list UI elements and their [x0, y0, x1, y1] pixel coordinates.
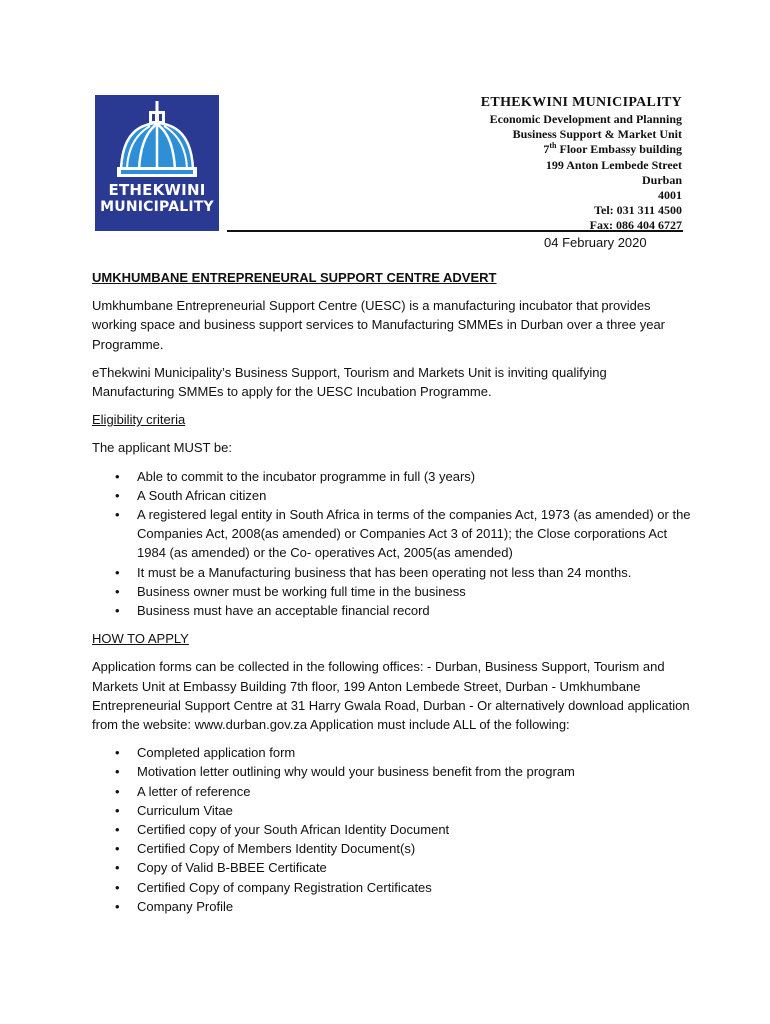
requirements-list: [92, 743, 692, 916]
list-item: • Certified Copy of Members Identity Document(s): [137, 839, 692, 858]
list-item: • Completed application form: [137, 743, 692, 762]
floor-rest: Floor Embassy building: [556, 142, 682, 157]
list-item: • Certified copy of your South African Identity Document: [137, 820, 692, 839]
list-item: • Curriculum Vitae: [137, 801, 692, 820]
street-address: 199 Anton Lembede Street: [545, 157, 682, 172]
department: Economic Development and Planning: [489, 112, 682, 126]
list-item: • Copy of Valid B-BBEE Certificate: [137, 858, 692, 877]
list-item: • Business owner must be working full time in the business: [137, 582, 692, 601]
list-item: • It must be a Manufacturing business that has been operating not less than 24 months.: [137, 563, 692, 582]
logo-text-municipality: MUNICIPALITY: [100, 199, 214, 215]
invite-paragraph: eThekwini Municipality’s Business Support, Tourism and Markets Unit is inviting qualifying Manufacturing SMMEs to apply for the UESC Incubation Programme.: [92, 364, 607, 400]
document-title: UMKHUMBANE ENTREPRENEURAL SUPPORT CENTRE ADVERT: [92, 270, 497, 285]
org-name: ETHEKWINI MUNICIPALITY: [480, 95, 682, 110]
list-item: • Business must have an acceptable financial record: [137, 601, 692, 620]
list-item: • Company Profile: [137, 897, 692, 916]
header-divider: [227, 230, 683, 232]
list-item: • A South African citizen: [137, 486, 692, 505]
letterhead-address: [481, 94, 682, 234]
document-date: 04 February 2020: [544, 235, 647, 250]
list-item: • Able to commit to the incubator programme in full (3 years): [137, 467, 692, 486]
ethekwini-logo: [95, 95, 219, 231]
telephone: Tel: 031 311 4500: [594, 203, 682, 218]
logo-text-ethekwini: ETHEKWINI: [108, 181, 206, 199]
floor-superscript: th: [549, 141, 557, 151]
unit-name: Business Support & Market Unit: [512, 127, 682, 142]
how-to-apply-heading: HOW TO APPLY: [92, 631, 189, 647]
criteria-list: [92, 467, 692, 621]
postal-code: 4001: [658, 188, 682, 203]
intro-paragraph: Umkhumbane Entrepreneurial Support Centre (UESC) is a manufacturing incubator that provides working space and business support services to Manufacturing SMMEs in Durban over a three year Programme.: [92, 298, 666, 352]
eligibility-heading: Eligibility criteria: [92, 412, 186, 428]
list-item: • Motivation letter outlining why would your business benefit from the program: [137, 762, 692, 781]
list-item: • A letter of reference: [137, 782, 692, 801]
list-item: • A registered legal entity in South Africa in terms of the companies Act, 1973 (as amended) or the Companies Act, 2008(as amended) or Companies Act 3 of 2011); the Close corporations Act 1984 (as amended) or the Co- operatives Act, 2005(as amended): [137, 505, 692, 563]
document-body: [92, 268, 692, 925]
floor-number: 7: [543, 142, 550, 157]
must-be-text: The applicant MUST be:: [92, 440, 232, 456]
fax: Fax: 086 404 6727: [589, 218, 682, 233]
floor-line: [481, 142, 682, 157]
list-item: • Certified Copy of company Registration Certificates: [137, 878, 692, 897]
city: Durban: [641, 172, 682, 187]
how-to-apply-text: Application forms can be collected in the following offices: - Durban, Business Support, Tourism and Markets Unit at Embassy Building 7th floor, 199 Anton Lembede Street, Durban - Umkhumbane Entrepreneurial Support Centre at 31 Harry Gwala Road, Durban - Or alternatively download application from the website: www.durban.gov.za Application must include ALL of the following:: [92, 659, 690, 733]
